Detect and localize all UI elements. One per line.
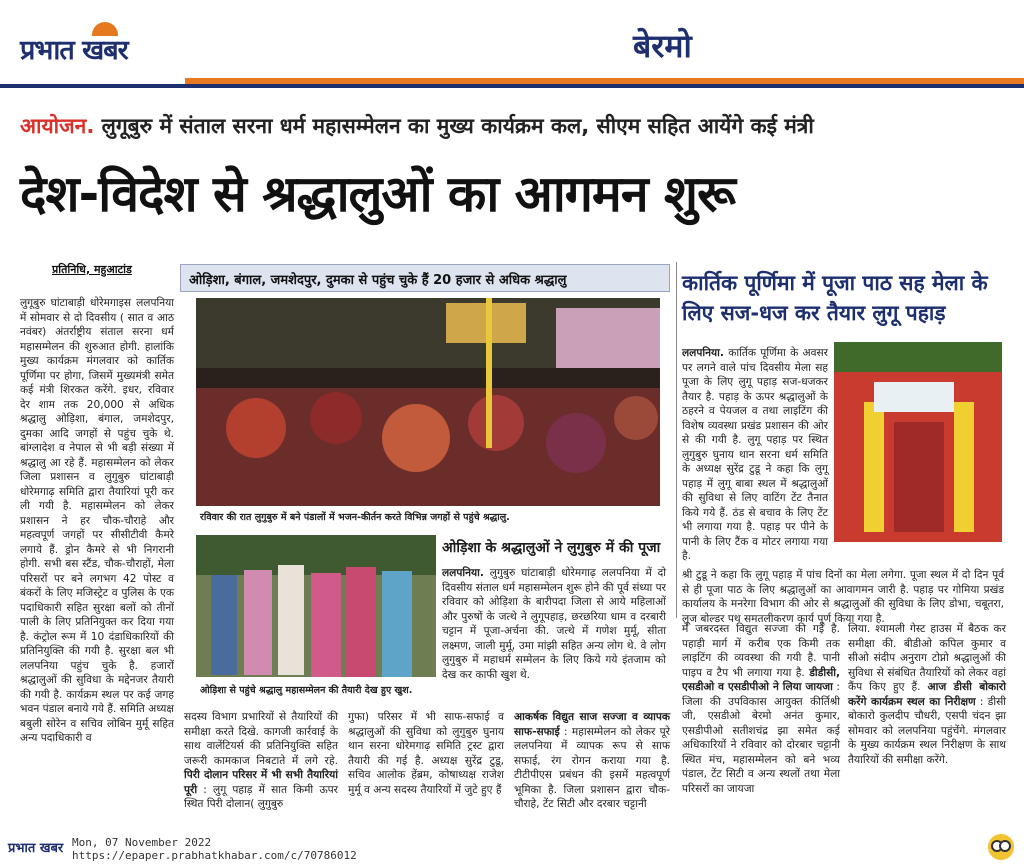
sidebar-text xyxy=(682,346,828,568)
masthead-blue-rule xyxy=(0,84,1024,88)
sidebar-divider xyxy=(676,262,677,618)
photo-devotees-pandal xyxy=(196,298,660,506)
story-column-4 xyxy=(514,710,670,826)
story-column-1: लुगूबुरु घांटाबाड़ी धोरेमगाइस ललपनिया में सोमवार से दो दिवसीय ( सात व आठ नवंबर) अंतर्राष्ट्रीय संताल सरना धर्म महासम्मेलन की शुरुआत होगी. हालांकि मुख्य कार्यक्रम मंगलवार को कार्तिक पूर्णिमा पर होगा, जिसमें मुख्यमंत्री समेत कई मंत्री शिरकत करेंगे. इधर, रविवार देर शाम तक 20,000 से अधिक श्रद्धालु ओड़िशा, बंगाल, जमशेदपुर, दुमका आदि जगहों से पहुंच चुके थे. बांग्लादेश व नेपाल से भी बड़ी संख्या में श्रद्धालु आ रहे हैं. महासम्मेलन को लेकर जिला प्रशासन व लुगुबुरु घांटाबाड़ी धोरेमगाढ़ समिति द्वारा तैयारियां पूरी कर ली गयी है. महासम्मेलन को लेकर प्रशासन ने हर चौक-चौराहे और महत्वपूर्ण जगहों पर सीसीटीवी कैमरे लगाये हैं. ड्रोन कैमरे से भी निगरानी होगी. सभी बस स्टैंड, चौक-चौराहों, मेला परिसरों पर बने लगभग 42 पोस्ट व बंकरों के लिए मजिस्ट्रेट व पुलिस के एक पदाधिकारी सहित सुरक्षा बलों को तीनों पाली के लिए प्रतिनियुक्त कर दिया गया है. कंट्रोल रूम में 10 दंडाधिकारियों की प्रतिनियुक्ति की गयी है. सुरक्षा बल भी ललपनिया पहुंच चुके है. हजारों श्रद्धालुओं की सुविधा के मद्देनजर तैयारी की गयी है. कार्यक्रम स्थल पर कई जगह भवन पंडाल बनाये गये हैं. समिति अध्यक्ष बबुली सोरेन व सचिव लोबिन मुर्मू सहित अन्य पदाधिकारी व xyxy=(20,297,174,744)
kicker-line xyxy=(20,112,1010,140)
owl-icon[interactable] xyxy=(988,834,1014,860)
col5-text: में जबरदस्त विद्युत सज्जा की गई है. पहाड़ी मार्ग में करीब एक किमी तक लाइटिंग की व्यवस्था की गयी है. पानी पाइप व टैप भी लगाया गया है. xyxy=(682,623,840,679)
col4-subhead: आकर्षक विद्युत साज सज्जा व व्यापक साफ-सफाई xyxy=(514,711,670,738)
kicker-label: आयोजन. xyxy=(20,114,95,138)
masthead xyxy=(0,0,1024,86)
footer-meta xyxy=(72,836,357,862)
byline: प्रतिनिधि, महुआटांड xyxy=(52,263,132,276)
story-column-6 xyxy=(848,622,1006,826)
odisha-body: लुगुबुरु घांटाबाड़ी धोरेमगाढ़ ललपनिया में दो दिवसीय संताल धर्म महासम्मेलन शुरू होने की पूर्व संध्या पर रविवार को ओड़िशा के बारीपदा जिला से आये महिलाओं और पुरुषों के जत्थे ने लुगूपहाड़, छरछरिया धाम व दरबारी चट्टान में पूजा-अर्चना की. जत्थे में गणेश मुर्मू, सीता लक्ष्मण, जाली मुर्मू, उमा मांझी सहित अन्य लोग थे. वे लोग लुगुबुरु में महाधर्म सम्मेलन के लिए किये गये इंतजाम को देख कर काफी खुश थे. xyxy=(442,567,666,681)
photo1-header: ओड़िशा, बंगाल, जमशेदपुर, दुमका से पहुंच चुके हैं 20 हजार से अधिक श्रद्धालु xyxy=(180,264,670,292)
col6-subtext: : डीसी बोकारो कुलदीप चौधरी, एसपी चंदन झा सोमवार को ललपनिया पहुंचेंगे. मंगलवार के मुख्य कार्यक्रम स्थल निरीक्षण के साथ तैयारियों की समीक्षा करेंगे. xyxy=(848,695,1006,766)
story-column-2 xyxy=(184,710,338,826)
photo-odisha-devotees xyxy=(196,535,436,677)
col5-subtext: : जिला की उपविकास आयुक्त कीर्तिश्री जी, एसडीओ बेरमो अनंत कुमार, एसडीपीओ सतीशचंद्र झा समेत कई अधिकारियों ने रविवार को दोरबार चट्टानी स्थित मंच, महासम्मेलन को बने भव्य पंडाल, टेंट सिटी व अन्य स्थलों तथा मेला परिसरों का जायजा xyxy=(682,681,840,795)
col2-text: सदस्य विभाग प्रभारियों से तैयारियों की समीक्षा करते दिखे. कागजी कार्रवाई के साथ वालेंटियर्स की प्रतिनियुक्ति सहित जरूरी कामकाज निबटाते में लगे रहे. xyxy=(184,711,338,767)
col4-text: : महासम्मेलन को लेकर पूरे ललपनिया में व्यापक रूप से साफ सफाई, रंग रोगन कराया गया है. टीटीपीएस प्रबंधन की इसमें महत्वपूर्ण भूमिका है. जिला प्रशासन द्वारा चौक-चौराहे, टेंट सिटी और दरबार चट्टानी xyxy=(514,725,670,810)
footer-url[interactable]: https://epaper.prabhatkhabar.com/c/70786012 xyxy=(72,849,357,862)
story-column-3: गुफा) परिसर में भी साफ-सफाई व श्रद्धालुओं की सुविधा को लुगुबुरु घुनाय थान सरना धोरेमगाढ़ समिति ट्रस्ट द्वारा तैयारी की गई है. अध्यक्ष सुरेंद्र टुडू, सचिव आलोक हेंब्रम, कोषाध्यक्ष राजेश मुर्मू व अन्य सदस्य तैयारियों में जुटे हुए हैं xyxy=(348,711,504,796)
odisha-story-head: ओड़िशा के श्रद्धालुओं ने लुगुबुरु में की पूजा xyxy=(442,540,661,556)
sidebar-body: कार्तिक पूर्णिमा के अवसर पर लगने वाले पांच दिवसीय मेला सह पूजा के लिए लुगू पहाड़ सज-धजकर तैयार है. पहाड़ के ऊपर श्रद्धालुओं के ठहरने व पेयजल व तथा लाइटिंग की विशेष व्यवस्था प्रखंड प्रशासन की ओर से की गयी है. लुगू पहाड़ पर स्थित लुगुबुरु घुनाय थान सरना धर्म समिति के अध्यक्ष सुरेंद्र टुडू ने कहा कि लुगू पहाड़ में लुगू बाबा स्थल में श्रद्धालुओं की सुविधा से लिए वाटिंग टेंट तैनात किये गये हैं. ठंड से बचाव के लिए टेंट भी लगाया गया है. पहाड़ पर पीने के पानी के लिए टैंक व मोटर लगाया गया है. xyxy=(682,347,828,562)
main-headline: देश-विदेश से श्रद्धालुओं का आगमन शुरू xyxy=(20,165,735,223)
col5-subhead: डीडीसी, एसडीओ व एसडीपीओ ने लिया जायजा xyxy=(682,666,841,693)
sidebar-wide-text: श्री टुडू ने कहा कि लुगू पहाड़ में पांच दिनों का मेला लगेगा. पूजा स्थल में दो दिन पूर्व से ही पूजा पाठ के लिए श्रद्धालुओं का आवागमन जारी है. पहाड़ पर गोमिया प्रखंड कार्यालय के मनरेगा विभाग की ओर से श्रद्धालुओं की सुविधा के लिए डोभा, चबूतरा, लूज बोल्डर पथ समतलीकरण कार्य पूर्ण किया गया है. xyxy=(682,569,1004,625)
newspaper-logo[interactable]: प्रभात खबर xyxy=(20,35,128,66)
kicker-text: लुगूबुरु में संताल सरना धर्म महासम्मेलन का मुख्य कार्यक्रम कल, सीएम सहित आयेंगे कई मंत्री xyxy=(94,114,814,138)
sidebar-headline: कार्तिक पूर्णिमा में पूजा पाठ सह मेला के लिए सज-धज कर तैयार लुगू पहाड़ xyxy=(682,271,988,325)
photo2-caption: ओड़िशा से पहुंचे श्रद्धालु महासम्मेलन की तैयारी देख हुए खुश. xyxy=(200,685,413,696)
odisha-story-text xyxy=(442,566,666,692)
odisha-dateline: ललपनिया. xyxy=(442,567,484,579)
photo-lugu-pahad-tent xyxy=(834,342,1002,542)
col2-subtext: : लुगू पहाड़ में सात किमी ऊपर स्थित पिरी दोलान( लुगुबुरु xyxy=(184,783,338,810)
photo1-caption: रविवार की रात लुगुबुरु में बने पंडालों में भजन-कीर्तन करते विभिन्न जगहों से पहुंचे श्रद्धालु. xyxy=(200,512,510,523)
footer-logo[interactable]: प्रभात खबर xyxy=(8,841,64,856)
story-column-5 xyxy=(682,622,840,826)
col2-subhead: पिरी दोलान परिसर में भी सभी तैयारियां पूरी xyxy=(184,769,338,796)
edition-title: बेरमो xyxy=(633,27,692,65)
footer-date: Mon, 07 November 2022 xyxy=(72,836,212,849)
col6-text: लिया. श्यामली गेस्ट हाउस में बैठक कर समीक्षा की. बीडीओ कपिल कुमार व सीओ संदीप अनुराग टोप्नो श्रद्धालुओं की सुविधा से संबंधित तैयारियों को लेकर वहां कैंप किए हुए हैं. xyxy=(848,623,1006,693)
col6-subhead: आज डीसी बोकारो करेंगे कार्यक्रम स्थल का निरीक्षण xyxy=(848,681,1006,708)
sidebar-dateline: ललपनिया. xyxy=(682,347,724,359)
